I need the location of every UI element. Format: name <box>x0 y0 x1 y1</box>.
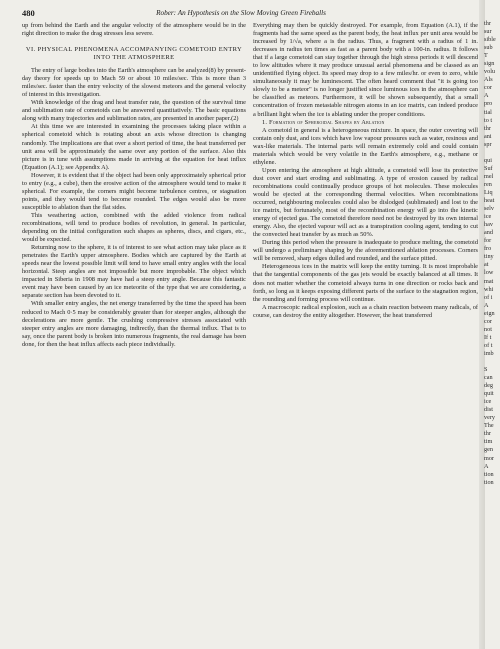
edge-fragment: If t <box>484 333 492 341</box>
edge-fragment: qui <box>484 156 492 164</box>
edge-fragment: dist <box>484 406 493 414</box>
edge-fragment: fro <box>484 245 492 253</box>
edge-fragment: very <box>484 414 495 422</box>
edge-fragment: quit <box>484 390 494 398</box>
right-paragraph: Upon entering the atmosphere at high altitude, a cometoid will lose its protective dust cover and start eroding and sublimating. A type of erosion caused by radical recombinations could continually produce groups of hot molecules. These molecules would be ejected at the corresponding thermal velocities. When recombinations occurred, neighbouring molecules could also be dislodged (sublimated) and lost to the ice matrix, but fortunately, most of the recombination energy will go into the kinetic energy of ejected gas. The cometoid therefore need not be destroyed by its own internal energy. Also, the ejected vapour will act as a transpiration cooling agent, tending to cut the convected heat transfer by as much as 50%. <box>253 166 478 239</box>
left-intro-paragraph: up from behind the Earth and the angular velocity of the atmosphere would be in the right direction to make the drag stresses less severe. <box>22 22 246 38</box>
left-paragraph: However, it is evident that if the object had been only approximately spherical prior to entry (e.g., a cube), then the erosive action of the atmosphere would tend to make it spherical. For example, the corners might become turbulence centres, or stagnation points, and they would tend to become rounded. The edges would also be more susceptible to ablation than the flat sides. <box>22 171 246 211</box>
edge-fragment <box>484 149 500 157</box>
edge-fragment: cor <box>484 84 492 92</box>
edge-fragment: ani <box>484 132 492 140</box>
right-column <box>253 22 478 320</box>
edge-fragment: ren <box>484 180 492 188</box>
edge-fragment: gen <box>484 446 493 454</box>
edge-fragment: S <box>484 366 488 374</box>
edge-fragment: deg <box>484 382 493 390</box>
edge-fragment: thr <box>484 20 491 27</box>
edge-fragment: tiny <box>484 253 494 261</box>
left-column <box>22 22 246 349</box>
edge-fragment: mor <box>484 454 494 462</box>
edge-fragment: The <box>484 422 494 430</box>
edge-fragment: hav <box>484 221 493 229</box>
edge-fragment: ice <box>484 213 492 221</box>
left-paragraph: The entry of large bodies into the Earth's atmosphere can be analyzed(8) by present-day theory for speeds up to Mach 59 or about 10 miles/sec. This is more than 3 miles/sec. faster than the entry velocity of the slowest meteors and the general velocity of interest in this investigation. <box>22 67 246 99</box>
edge-fragment <box>484 358 500 366</box>
edge-fragment: tim <box>484 438 493 446</box>
edge-fragment: T <box>484 52 488 60</box>
edge-fragment: of t <box>484 341 493 349</box>
left-paragraph: With smaller entry angles, the net energy transferred by the time the speed has been reduced to Mach 0·5 may be considerably greater than for steeper angles, although the decelerations are more gentle. The crushing compressive stresses associated with steeper entry angles are more damaging, indirectly, than the thermal influx. That is to say, once the parent body is broken into numerous fragments, the real damage has been done, for then the heat influx affects each piece individually. <box>22 300 246 348</box>
right-paragraph: Heterogeneous ices in the matrix will keep the entity turning. It is most improbable that the tangential components of the gas jets would be exactly balanced at all times. It does not matter whether the cometoid always turns in one direction or rocks back and forth, so long as it keeps exposing different parts of the surface to the stagnation region, the rounding and forming process will continue. <box>253 263 478 303</box>
left-paragraph: With knowledge of the drag and heat transfer rate, the question of the survival time and sublimation rate of cometoids can be answered quantitatively. The basic equations along with many trajectories and sublimation rates, are presented in another paper.(2) <box>22 99 246 123</box>
edge-fragment: Liq <box>484 188 493 196</box>
edge-fragment: imb <box>484 349 494 357</box>
right-paragraph: A cometoid in general is a heterogeneous mixture. In space, the outer covering will contain only dust, and ices which have low vapour pressures such as water, resinous and wax-like materials. The internal parts will remain extremely cold and could contain materials which would be very volatile in the Earth's atmosphere, e.g., methane or ethylene. <box>253 126 478 166</box>
edge-fragment: eign <box>484 309 495 317</box>
edge-fragment: of i <box>484 293 493 301</box>
edge-fragment: sible <box>484 36 496 44</box>
edge-fragment: whi <box>484 285 494 293</box>
adjacent-page-edge <box>484 20 500 649</box>
edge-fragment: A <box>484 92 489 100</box>
edge-fragment: sur <box>484 28 492 36</box>
edge-fragment: tion <box>484 470 494 478</box>
edge-fragment: A <box>484 301 489 309</box>
edge-fragment: for <box>484 237 492 245</box>
subsection-heading <box>253 119 478 127</box>
section-heading: VI. PHYSICAL PHENOMENA ACCOMPANYING COMETOID ENTRY INTO THE ATMOSPHERE <box>25 46 243 62</box>
edge-fragment: sub <box>484 44 493 52</box>
edge-fragment: selv <box>484 205 494 213</box>
subsection-title: Formation of Spheroidal Shapes by Ablation <box>269 118 385 126</box>
right-intro-paragraph: Everything may then be quickly destroyed. For example, from Equation (A.1), if the fragments had the same speed as the parent body, the heat influx per unit area would be increased by 1/√a, where a is the radius. Thus, a fragment with a radius of 1 in. decreases in radius ten times as fast as a parent body with a 100-in. radius. It follows that if a large cometoid can stay together through the high stress periods it will descend to low altitudes where it may produce unusual aerial phenomena and be classed as an unidentified flying object. Its speed may drop to a few miles/hr. or even to zero, while simultaneously it may be luminescent. The often heard comment that "it is going too slowly to be a meteor" is no longer justified since luminous ices in the atmosphere can be classified as meteors. Furthermore, it will be shown subsequently, that a small concentration of frozen metastable nitrogen atoms in an ice matrix, can indeed produce a brilliant light when the ice is ablating under the proper conditions. <box>253 22 478 118</box>
edge-fragment: tial <box>484 108 492 116</box>
left-paragraph: This weathering action, combined with the added violence from radical recombinations, will tend to produce bodies of revolution, in general. In particular, depending on the initial configuration such shapes as spheres, discs, and cigars, etc., would be expected. <box>22 211 246 244</box>
left-paragraph: Returning now to the sphere, it is of interest to see what action may take place as it penetrates the Earth's upper atmosphere. Bodies which are captured by the Earth at speeds near the lowest possible limit will tend to have small entry angles with the local horizontal. Steep angles are not impossible but more improbable. The object which impacted in Siberia in 1908 may have had a steep entry angle. Because this fantastic event may have been caused by an ice meteorite of the type that we are considering, a separate section has been devoted to it. <box>22 244 246 300</box>
edge-fragment: pro <box>484 100 493 108</box>
left-paragraph: At this time we are interested in examining the processes taking place within a spherical cometoid which is rotating about an axis whose direction is changing randomly. The implications are that over a short period of time, the heat transferred per unit area will be approximately the same over any portion of the surface. Also this picture is in tune with assumptions made in arriving at the equation for heat influx (Equation (A.1); see Appendix A). <box>22 123 246 171</box>
edge-fragment: ice <box>484 398 492 406</box>
edge-fragment: thr <box>484 124 491 132</box>
edge-fragment: heat <box>484 197 495 205</box>
edge-fragment: thr <box>484 430 491 438</box>
edge-fragment: low <box>484 269 494 277</box>
edge-fragment: A <box>484 462 489 470</box>
edge-fragment: to t <box>484 116 493 124</box>
page-header <box>22 8 460 22</box>
edge-fragment: tion <box>484 478 494 486</box>
edge-fragment: not <box>484 325 492 333</box>
edge-fragment: mat <box>484 277 494 285</box>
edge-fragment: mel <box>484 172 494 180</box>
right-paragraph: A macroscopic radical explosion, such as a chain reaction between many radicals, of course, can destroy the entity altogether. However, the heat transferred <box>253 303 478 319</box>
edge-fragment: cor <box>484 317 492 325</box>
edge-fragment: volu <box>484 68 496 76</box>
edge-fragment: spr <box>484 140 492 148</box>
edge-fragment: at <box>484 261 489 269</box>
edge-fragment: can <box>484 374 493 382</box>
page-number: 480 <box>22 8 35 18</box>
edge-fragment: sign <box>484 60 495 68</box>
running-title: Rober: An Hypothesis on the Slow Moving Green Fireballs <box>156 9 326 17</box>
subsection-number: 1. <box>262 118 268 126</box>
edge-fragment: and <box>484 229 493 237</box>
edge-fragment: Suf <box>484 164 493 172</box>
edge-fragment: Als <box>484 76 493 84</box>
right-paragraph: During this period when the pressure is inadequate to produce melting, the cometoid will undergo a preliminary shaping by the aforementioned ablation processes. Corners will be removed, sharp edges dulled and rounded, and the surface pitted. <box>253 239 478 263</box>
